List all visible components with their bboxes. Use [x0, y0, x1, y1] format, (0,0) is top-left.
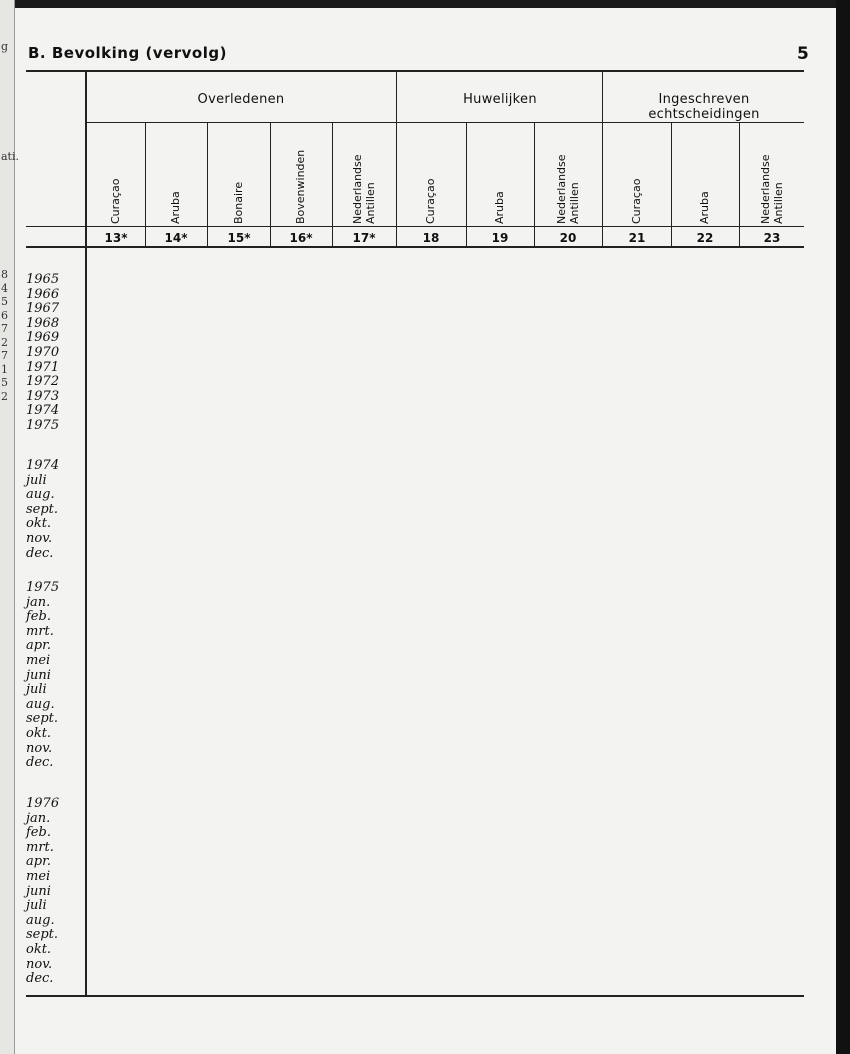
column-header: [344, 124, 384, 224]
row-label: 1973: [26, 388, 60, 404]
row-label: 1965: [26, 272, 60, 287]
column-header: [281, 124, 321, 224]
column-number: 16*: [289, 231, 313, 245]
column-header: [219, 124, 259, 224]
row-label: aug.: [26, 912, 55, 928]
column-header: [617, 124, 657, 224]
column-number: 15*: [227, 231, 251, 245]
page-number: 5: [797, 44, 809, 64]
col-divider: [332, 122, 333, 248]
row-label: juli: [26, 472, 47, 488]
row-label: dec.: [26, 971, 54, 987]
col-divider: [145, 122, 146, 248]
margin-mark: 4: [1, 281, 8, 295]
column-header-label: Antillen: [771, 182, 785, 224]
column-header-label: Nederlandse: [758, 154, 772, 224]
row-label: sept.: [26, 711, 59, 727]
row-label: dec.: [26, 545, 54, 561]
row-label: 1974: [26, 403, 60, 419]
column-number: 20: [559, 231, 577, 245]
group-divider-2: [602, 72, 603, 248]
row-label: 1969: [26, 330, 60, 346]
margin-mark: ati.: [1, 150, 19, 163]
margin-mark: 5: [1, 295, 8, 308]
row-label: apr.: [26, 638, 51, 654]
column-header: [156, 124, 196, 224]
col-divider: [671, 122, 672, 248]
column-header-label: Curaçao: [424, 178, 437, 224]
row-label: okt.: [26, 942, 52, 957]
row-label: juli: [26, 898, 47, 914]
row-label: juli: [26, 682, 47, 698]
table-bottom-rule: [26, 995, 804, 997]
column-header-label: Bovenwinden: [294, 149, 307, 224]
column-header-label: Bonaire: [232, 181, 245, 224]
row-label: feb.: [26, 609, 51, 625]
row-label: mei: [26, 869, 51, 884]
row-label: dec.: [26, 755, 54, 771]
column-header: [96, 124, 136, 224]
row-label: nov.: [26, 740, 53, 756]
column-header-label: Antillen: [567, 182, 581, 224]
column-header-label: Curaçao: [109, 178, 122, 224]
column-number: 13*: [104, 231, 128, 245]
col-divider: [534, 122, 535, 248]
column-header: [752, 124, 792, 224]
margin-mark: 5: [1, 376, 8, 389]
row-label: 1975: [26, 418, 60, 433]
row-label: 1970: [26, 345, 60, 360]
row-label: 1966: [26, 286, 60, 302]
section-year-label: 1975: [26, 580, 60, 595]
margin-mark: 2: [1, 389, 8, 403]
margin-mark: 8: [1, 268, 8, 281]
col-divider: [207, 122, 208, 248]
stub-divider: [85, 72, 87, 995]
margin-mark: g: [1, 40, 9, 53]
column-header-label: Antillen: [363, 182, 377, 224]
column-number: 17*: [352, 231, 376, 245]
group-header-huwelijken: Huwelijken: [463, 92, 537, 107]
row-label: mrt.: [26, 623, 54, 639]
column-header-label: Aruba: [698, 191, 711, 224]
section-title: B. Bevolking (vervolg): [28, 44, 227, 62]
margin-mark: 2: [1, 335, 8, 349]
row-label: nov.: [26, 531, 53, 546]
section-year-label: 1976: [26, 796, 60, 811]
row-label: 1968: [26, 315, 60, 331]
group-header-rule: [86, 122, 804, 123]
row-label: okt.: [26, 516, 52, 532]
column-header: [685, 124, 725, 224]
margin-mark: 1: [1, 362, 8, 376]
group-header-overledenen: Overledenen: [197, 92, 285, 107]
column-number: 19: [491, 231, 509, 245]
section-year-label: 1974: [26, 458, 60, 473]
column-number: 21: [628, 231, 646, 245]
column-header-label: Aruba: [169, 191, 182, 224]
row-label: sept.: [26, 927, 59, 943]
margin-mark: 7: [1, 349, 8, 362]
row-label: jan.: [26, 594, 51, 610]
column-header: [411, 124, 451, 224]
group-divider-1: [396, 72, 397, 248]
column-header-label: Curaçao: [630, 178, 643, 224]
column-header-label: Nederlandse: [350, 154, 364, 224]
row-label: 1972: [26, 374, 60, 390]
column-header-label: Aruba: [493, 191, 506, 224]
row-label: 1971: [26, 359, 60, 375]
column-header-label: Nederlandse: [554, 154, 568, 224]
scan-right-edge: [836, 0, 850, 1054]
table-top-rule: [26, 70, 804, 72]
scan-top-edge: [0, 0, 850, 8]
row-label: feb.: [26, 825, 51, 841]
column-number: 22: [696, 231, 714, 245]
row-label: juni: [26, 883, 51, 899]
row-label: sept.: [26, 501, 59, 517]
row-label: aug.: [26, 696, 55, 712]
column-header: [548, 124, 588, 224]
column-number-rule: [26, 246, 804, 248]
row-label: 1967: [26, 301, 60, 317]
row-label: juni: [26, 667, 51, 683]
col-divider: [270, 122, 271, 248]
row-label: mei: [26, 653, 51, 668]
column-number: 18: [422, 231, 440, 245]
column-number: 14*: [164, 231, 188, 245]
row-label: mrt.: [26, 839, 54, 855]
column-header-rule: [26, 226, 804, 227]
col-divider: [739, 122, 740, 248]
group-header-echtscheidingen: Ingeschreven echtscheidingen: [648, 92, 760, 122]
row-label: nov.: [26, 956, 53, 972]
column-number: 23: [763, 231, 781, 245]
row-label: jan.: [26, 810, 51, 826]
margin-mark: 6: [1, 308, 8, 322]
row-label: aug.: [26, 487, 55, 503]
column-header: [480, 124, 520, 224]
row-label: apr.: [26, 854, 51, 870]
row-label: okt.: [26, 726, 52, 741]
margin-mark: 7: [1, 322, 8, 335]
col-divider: [466, 122, 467, 248]
